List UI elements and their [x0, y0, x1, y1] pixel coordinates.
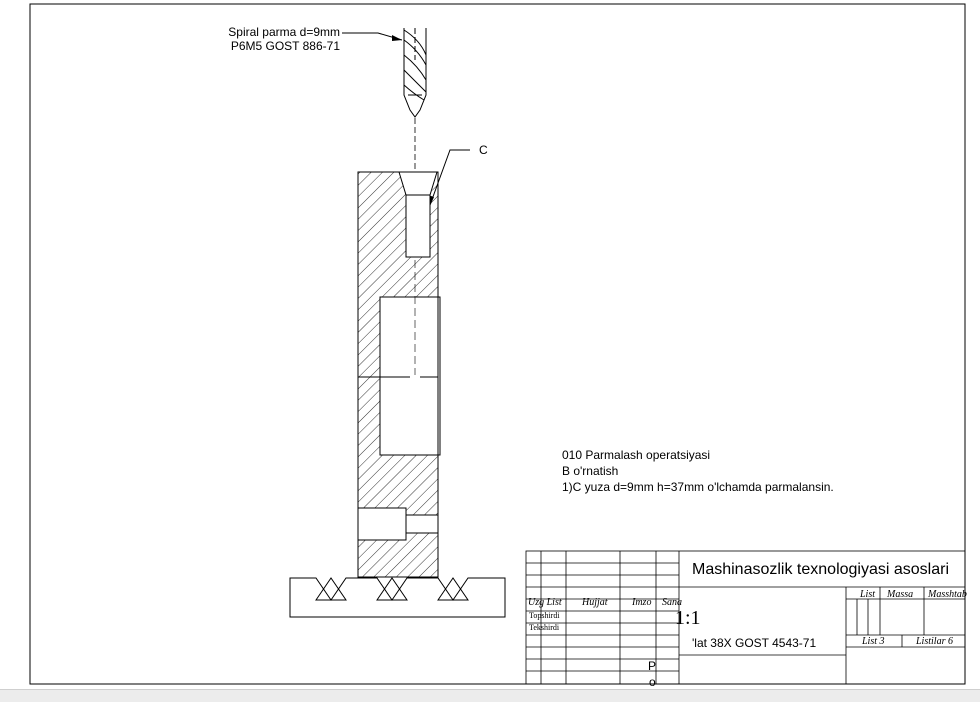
setup-label: B o'rnatish — [562, 464, 619, 478]
window-bottom-bar — [0, 689, 980, 702]
sheet-number: List 3 — [862, 636, 885, 647]
stray-letter-o: o — [649, 675, 656, 689]
title-block-title: Mashinasozlik texnologiyasi asoslari — [692, 561, 950, 578]
header-uzg-list: Uzg List — [528, 597, 562, 608]
sheets-total: Listilar 6 — [916, 636, 953, 647]
stray-letter-p: P — [648, 659, 657, 673]
col-list-label: List — [860, 589, 876, 600]
drawing-frame — [30, 4, 965, 684]
operation-name: 010 Parmalash operatsiyasi — [562, 448, 711, 462]
tool-spec-line2: P6M5 GOST 886-71 — [230, 39, 340, 53]
row-topshirdi: Topshirdi — [529, 611, 560, 620]
row-tekshirdi: Tekshirdi — [529, 623, 560, 632]
drill-bit — [404, 28, 426, 117]
fixture-base — [290, 578, 505, 617]
title-block-scale: 1:1 — [675, 607, 701, 629]
step-description: 1)C yuza d=9mm h=37mm o'lchamda parmalansin. — [562, 480, 834, 494]
col-massa-label: Massa — [887, 589, 914, 600]
header-hujjat: Hujjat — [582, 597, 608, 608]
header-imzo: Imzo — [632, 597, 652, 608]
drill-leader-arrow — [392, 35, 402, 41]
surface-c-label: C — [479, 143, 488, 157]
title-block-material: 'lat 38X GOST 4543-71 — [692, 636, 817, 650]
tool-spec-line1: Spiral parma d=9mm — [228, 25, 340, 39]
header-sana: Sana — [662, 597, 682, 608]
col-masshtab-label: Masshtab — [928, 589, 967, 600]
workpiece-section — [358, 172, 441, 577]
